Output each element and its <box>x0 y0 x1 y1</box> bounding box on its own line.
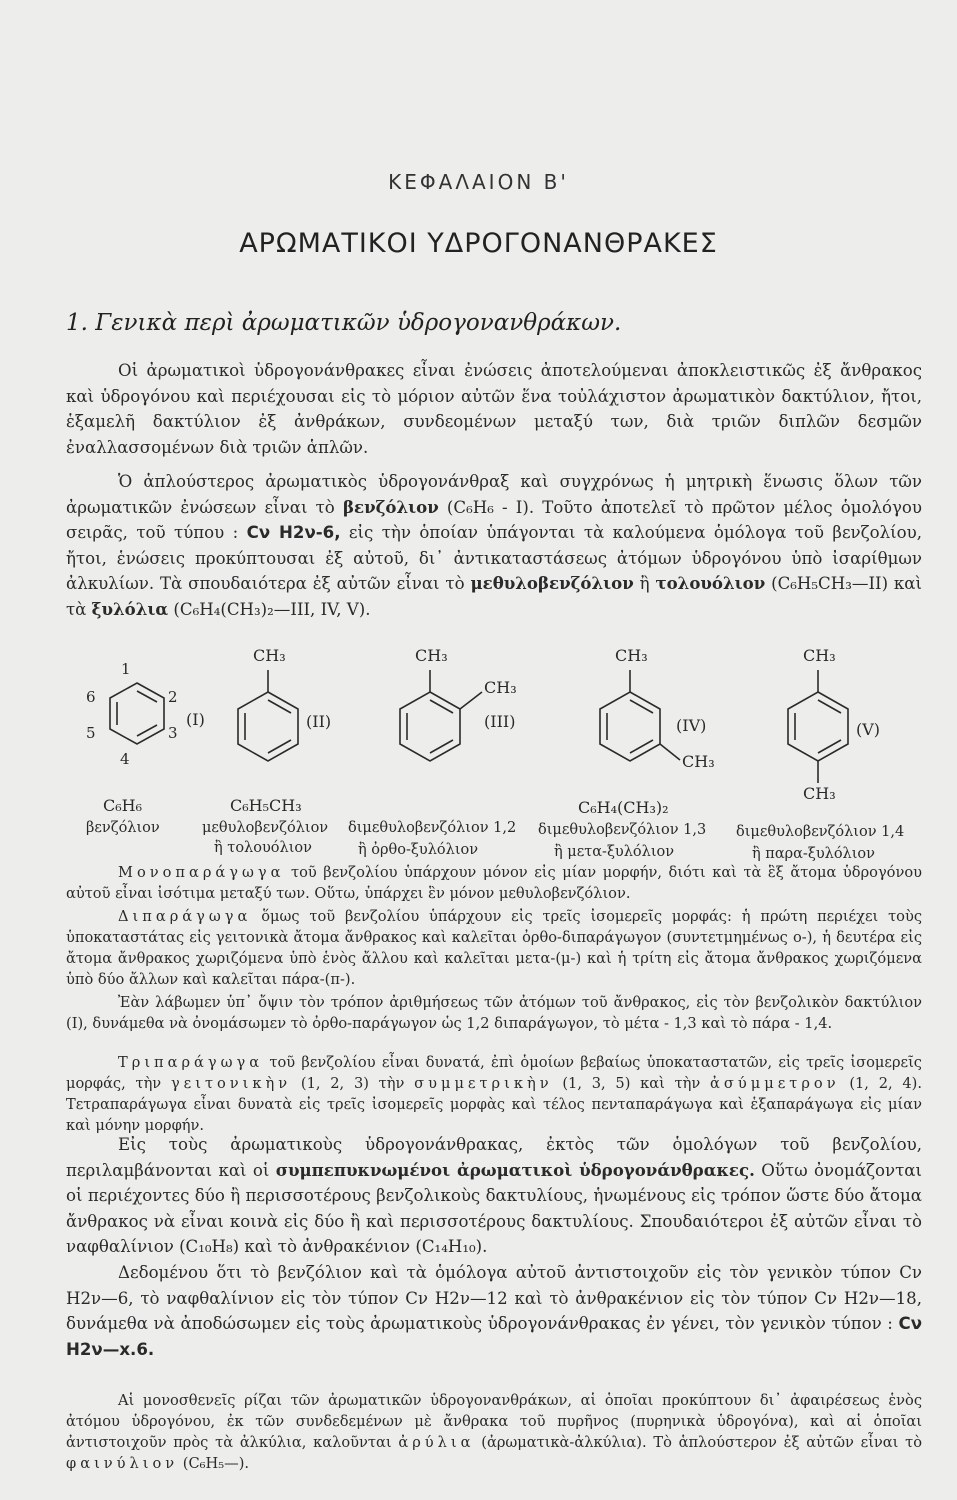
text-run: (C₆H₄(CH₃)₂—III, IV, V). <box>168 599 371 619</box>
benzene-ring-V <box>788 692 848 761</box>
text-run: Οὕτω ὀνομάζονται οἱ περιέχοντες δύο ἢ περισσοτέρους βενζολικοὺς δακτυλίους, ἡνωμένους εἰς τρόπον ὥστε δύο ἄτομα ἄνθρακος νὰ εἶναι κοινὰ εἰς δύο ἢ καὶ περισσοτέρους δακτυλίους. Σπουδαιότεροι ἐξ αὐτῶν εἶναι τὸ ναφθαλίνιον (C₁₀H₈) καὶ τὸ ἀνθρακένιον (C₁₄H₁₀). <box>66 1160 923 1256</box>
term-methylbenzene: μεθυλοβενζόλιον <box>470 573 634 593</box>
term-symmetric: συμμετρικὴν <box>414 1075 553 1092</box>
term-toluene: τολουόλιον <box>655 573 766 593</box>
term-vicinal: γειτονικὴν <box>170 1075 292 1092</box>
text-run: Αἱ μονοσθενεῖς ρίζαι τῶν ἀρωματικῶν ὑδρογονανθράκων, αἱ ὁποῖαι προκύπτουν δι᾽ ἀφαιρέσεως ἑνὸς ἀτόμου ὑδρογόνου, ἐκ τῶν συνδεδεμένων μὲ ἄνθρακα τοῦ πυρῆνος (πυρηνικὰ ὑδρογόνα), καὶ αἱ ὁποῖαι ἀντιστοιχοῦν πρὸς τὰ ἀλκύλια, καλοῦνται <box>66 1392 922 1451</box>
text-run: Εἰς τοὺς ἀρωματικοὺς ὑδρογονάνθρακας, ἐκτὸς τῶν ὁμολόγων τοῦ βενζολίου, περιλαμβάνονται καὶ οἱ <box>66 1135 922 1180</box>
text-run: τοῦ βενζολίου εἶναι δυνατά, ἐπὶ ὁμοίων βεβαίως ὑποκαταστατῶν, εἰς τρεῖς ἰσομερεῖς μορφάς, τὴν <box>66 1054 922 1092</box>
name-para: διμεθυλοβενζόλιον 1,4 <box>736 824 905 840</box>
methyl-label: CH₃ <box>415 646 448 665</box>
term-triderivatives: Τριπαράγωγα <box>118 1054 264 1071</box>
term-condensed-aromatics: συμπεπυκνωμένοι ἀρωματικοὶ ὑδρογονάνθρακες. <box>275 1159 755 1180</box>
ring-number: 4 <box>120 750 130 768</box>
name-para-alt: ἢ παρα-ξυλόλιον <box>752 846 875 862</box>
general-formula: Cν H2ν-6, <box>246 523 341 542</box>
ring-number: 2 <box>168 688 178 706</box>
name-meta-alt: ἢ μετα-ξυλόλιον <box>554 844 675 860</box>
benzene-ring-II <box>238 692 298 761</box>
text-run: εἰς τὴν ὁποίαν ὑπάγονται τὰ καλούμενα ὁμόλογα τοῦ βενζολίου, ἤτοι, ἑνώσεις προκύπτουσαι ἐξ αὐτοῦ, δι᾽ ἀντικαταστάσεως ἀτόμων ὑδρογόνου ὑπὸ ἰσαρίθμων ἀλκυλίων. Τὰ σπουδαιότερα ἐξ αὐτῶν εἶναι τὸ <box>66 523 922 593</box>
term-benzene: βενζόλιον <box>342 496 439 517</box>
benzene-ring-III <box>400 692 460 761</box>
name-ortho-alt: ἢ ὀρθο-ξυλόλιον <box>358 842 479 858</box>
text-run: (C₆H₅—). <box>178 1455 250 1472</box>
methyl-label: CH₃ <box>803 646 836 665</box>
paragraph-triderivatives <box>66 1052 922 1136</box>
term-diderivatives: Διπαράγωγα <box>118 908 252 925</box>
page-title: ΑΡΩΜΑΤΙΚΟΙ ΥΔΡΟΓΟΝΑΝΘΡΑΚΕΣ <box>239 228 718 259</box>
structural-formulas <box>0 640 957 870</box>
structure-number: (III) <box>484 712 516 731</box>
paragraph-condensed <box>66 1132 922 1260</box>
name-toluene: μεθυλοβενζόλιον <box>202 820 329 836</box>
text-run: Ὁ ἁπλούστερος ἀρωματικὸς ὑδρογονάνθραξ καὶ συγχρόνως ἡ μητρικὴ ἕνωσις ὅλων τῶν ἀρωματικῶν ἐνώσεων εἶναι τὸ <box>66 472 922 517</box>
ring-number: 1 <box>121 660 131 678</box>
methyl-label: CH₃ <box>484 678 517 697</box>
term-monoderivatives: Μονοπαράγωγα <box>118 864 285 881</box>
text-run: (C₆H₆ - I). Τοῦτο ἀποτελεῖ τὸ πρῶτον μέλος ὁμολόγου σειρᾶς, τοῦ τύπου : <box>66 497 922 542</box>
text-run: (ἀρωματικὰ-ἀλκύλια). Τὸ ἁπλούστερον ἐξ αὐτῶν εἶναι τὸ <box>474 1434 922 1451</box>
methyl-label: CH₃ <box>682 752 715 771</box>
name-ortho: διμεθυλοβενζόλιον 1,2 <box>348 820 517 836</box>
structure-number: (IV) <box>676 716 707 735</box>
methyl-label: CH₃ <box>803 784 836 803</box>
text-run: ὅμως τοῦ βενζολίου ὑπάρχουν εἰς τρεῖς ἰσομερεῖς μορφάς: ἡ πρώτη περιέχει τοὺς ὑποκαταστάτας εἰς γειτονικὰ ἄτομα ἄνθρακος καὶ καλεῖται ὀρθο-διπαράγωγον (συντετμημένως ο-), ἡ δευτέρα εἰς ἄτομα ἄνθρακος χωριζόμενα ὑπὸ ἑνὸς ἄλλου καὶ καλεῖται μετα-(μ-) καὶ ἡ τρίτη εἰς ἄτομα ἄνθρακος χωριζόμενα ὑπὸ δύο ἄλλων καὶ καλεῖται πάρα-(π-). <box>66 908 922 988</box>
ring-number: 6 <box>86 688 96 706</box>
paragraph-benzene <box>66 469 922 622</box>
paragraph-aryl <box>66 1390 922 1474</box>
structure-number: (V) <box>856 720 881 739</box>
general-formula-aromatic: Cν H2ν—x.6. <box>66 1314 922 1359</box>
text-run: τοῦ βενζολίου ὑπάρχουν μόνον εἰς μίαν μορφήν, διότι καὶ τὰ ἓξ ἄτομα ὑδρογόνου αὐτοῦ εἶναι ἰσότιμα μεταξύ των. Οὕτω, ὑπάρχει ἓν μόνον μεθυλοβενζόλιον. <box>66 864 922 902</box>
name-benzene: βενζόλιον <box>86 820 160 836</box>
text-run: (1, 2, 4). Τετραπαράγωγα εἶναι δυνατὰ εἰς τρεῖς ἰσομερεῖς μορφὰς καὶ τέλος πενταπαράγωγα καὶ ἑξαπαράγωγα εἰς μίαν καὶ μόνην μορφήν. <box>66 1075 922 1134</box>
benzene-ring-I <box>110 683 164 744</box>
paragraph-numbering: Ἐὰν λάβωμεν ὑπ᾽ ὄψιν τὸν τρόπον ἀριθμήσεως τῶν ἀτόμων τοῦ ἄνθρακος, εἰς τὸν βενζολικὸν δακτύλιον (I), δυνάμεθα νὰ ὀνομάσωμεν τὸ ὀρθο-παράγωγον ὡς 1,2 διπαράγωγον, τὸ μέτα - 1,3 καὶ τὸ πάρα - 1,4. <box>66 994 922 1032</box>
methyl-label: CH₃ <box>253 646 286 665</box>
ring-number: 5 <box>86 724 96 742</box>
structure-number: (II) <box>306 712 332 731</box>
chapter-heading: ΚΕΦΑΛΑΙΟΝ Β' <box>388 170 569 194</box>
text-run: (1, 3, 5) καὶ τὴν <box>552 1075 711 1092</box>
paragraph-definition: Οἱ ἀρωματικοὶ ὑδρογονάνθρακες εἶναι ἐνώσεις ἀποτελούμεναι ἀποκλειστικῶς ἐξ ἄνθρακος καὶ ὑδρογόνου καὶ περιέχουσαι εἰς τὸ μόριον αὐτῶν ἕνα τοὐλάχιστον ἀρωματικὸν δακτύλιον, ἤτοι, ἑξαμελῆ δακτύλιον ἐξ ἀνθράκων, συνδεομένων μεταξύ των, διὰ τριῶν διπλῶν δεσμῶν ἐναλλασσομένων διὰ τριῶν ἁπλῶν. <box>66 361 922 457</box>
formula-xylene: C₆H₄(CH₃)₂ <box>578 798 669 817</box>
methyl-label: CH₃ <box>615 646 648 665</box>
term-xylenes: ξυλόλια <box>91 598 169 619</box>
ring-number: 3 <box>168 724 178 742</box>
section-heading: 1. Γενικὰ περὶ ἀρωματικῶν ὑδρογονανθράκων. <box>66 310 622 336</box>
text-run: Δεδομένου ὅτι τὸ βενζόλιον καὶ τὰ ὁμόλογα αὐτοῦ ἀντιστοιχοῦν εἰς τὸν γενικὸν τύπον Cν H2ν—6, τὸ ναφθαλίνιον εἰς τὸν τύπον Cν H2ν—12 καὶ τὸ ἀνθρακένιον εἰς τὸν τύπον Cν H2ν—18, δυνάμεθα νὰ ἀποδώσωμεν εἰς τοὺς ἀρωματικοὺς ὑδρογονάνθρακας ἐν γένει, τὸν γενικὸν τύπον : <box>66 1263 922 1333</box>
structure-number: (I) <box>186 710 205 729</box>
paragraph-monoderivatives <box>66 862 922 904</box>
term-aryl: ἀρύλια <box>398 1434 475 1451</box>
paragraph-diderivatives <box>66 906 922 990</box>
formula-benzene: C₆H₆ <box>103 796 143 815</box>
term-phenyl: φαινύλιον <box>66 1455 179 1472</box>
term-asymmetric: ἀσύμμετρον <box>710 1075 840 1092</box>
text-run: ἢ <box>633 574 656 593</box>
name-meta: διμεθυλοβενζόλιον 1,3 <box>538 822 707 838</box>
text-run: (1, 2, 3) τὴν <box>291 1075 415 1092</box>
text-run: (C₆H₅CH₃—II) καὶ τὰ <box>66 574 922 619</box>
name-toluene-alt: ἢ τολουόλιον <box>214 840 312 856</box>
benzene-ring-IV <box>600 692 660 761</box>
formula-toluene: C₆H₅CH₃ <box>230 796 302 815</box>
paragraph-general-formula <box>66 1260 922 1362</box>
